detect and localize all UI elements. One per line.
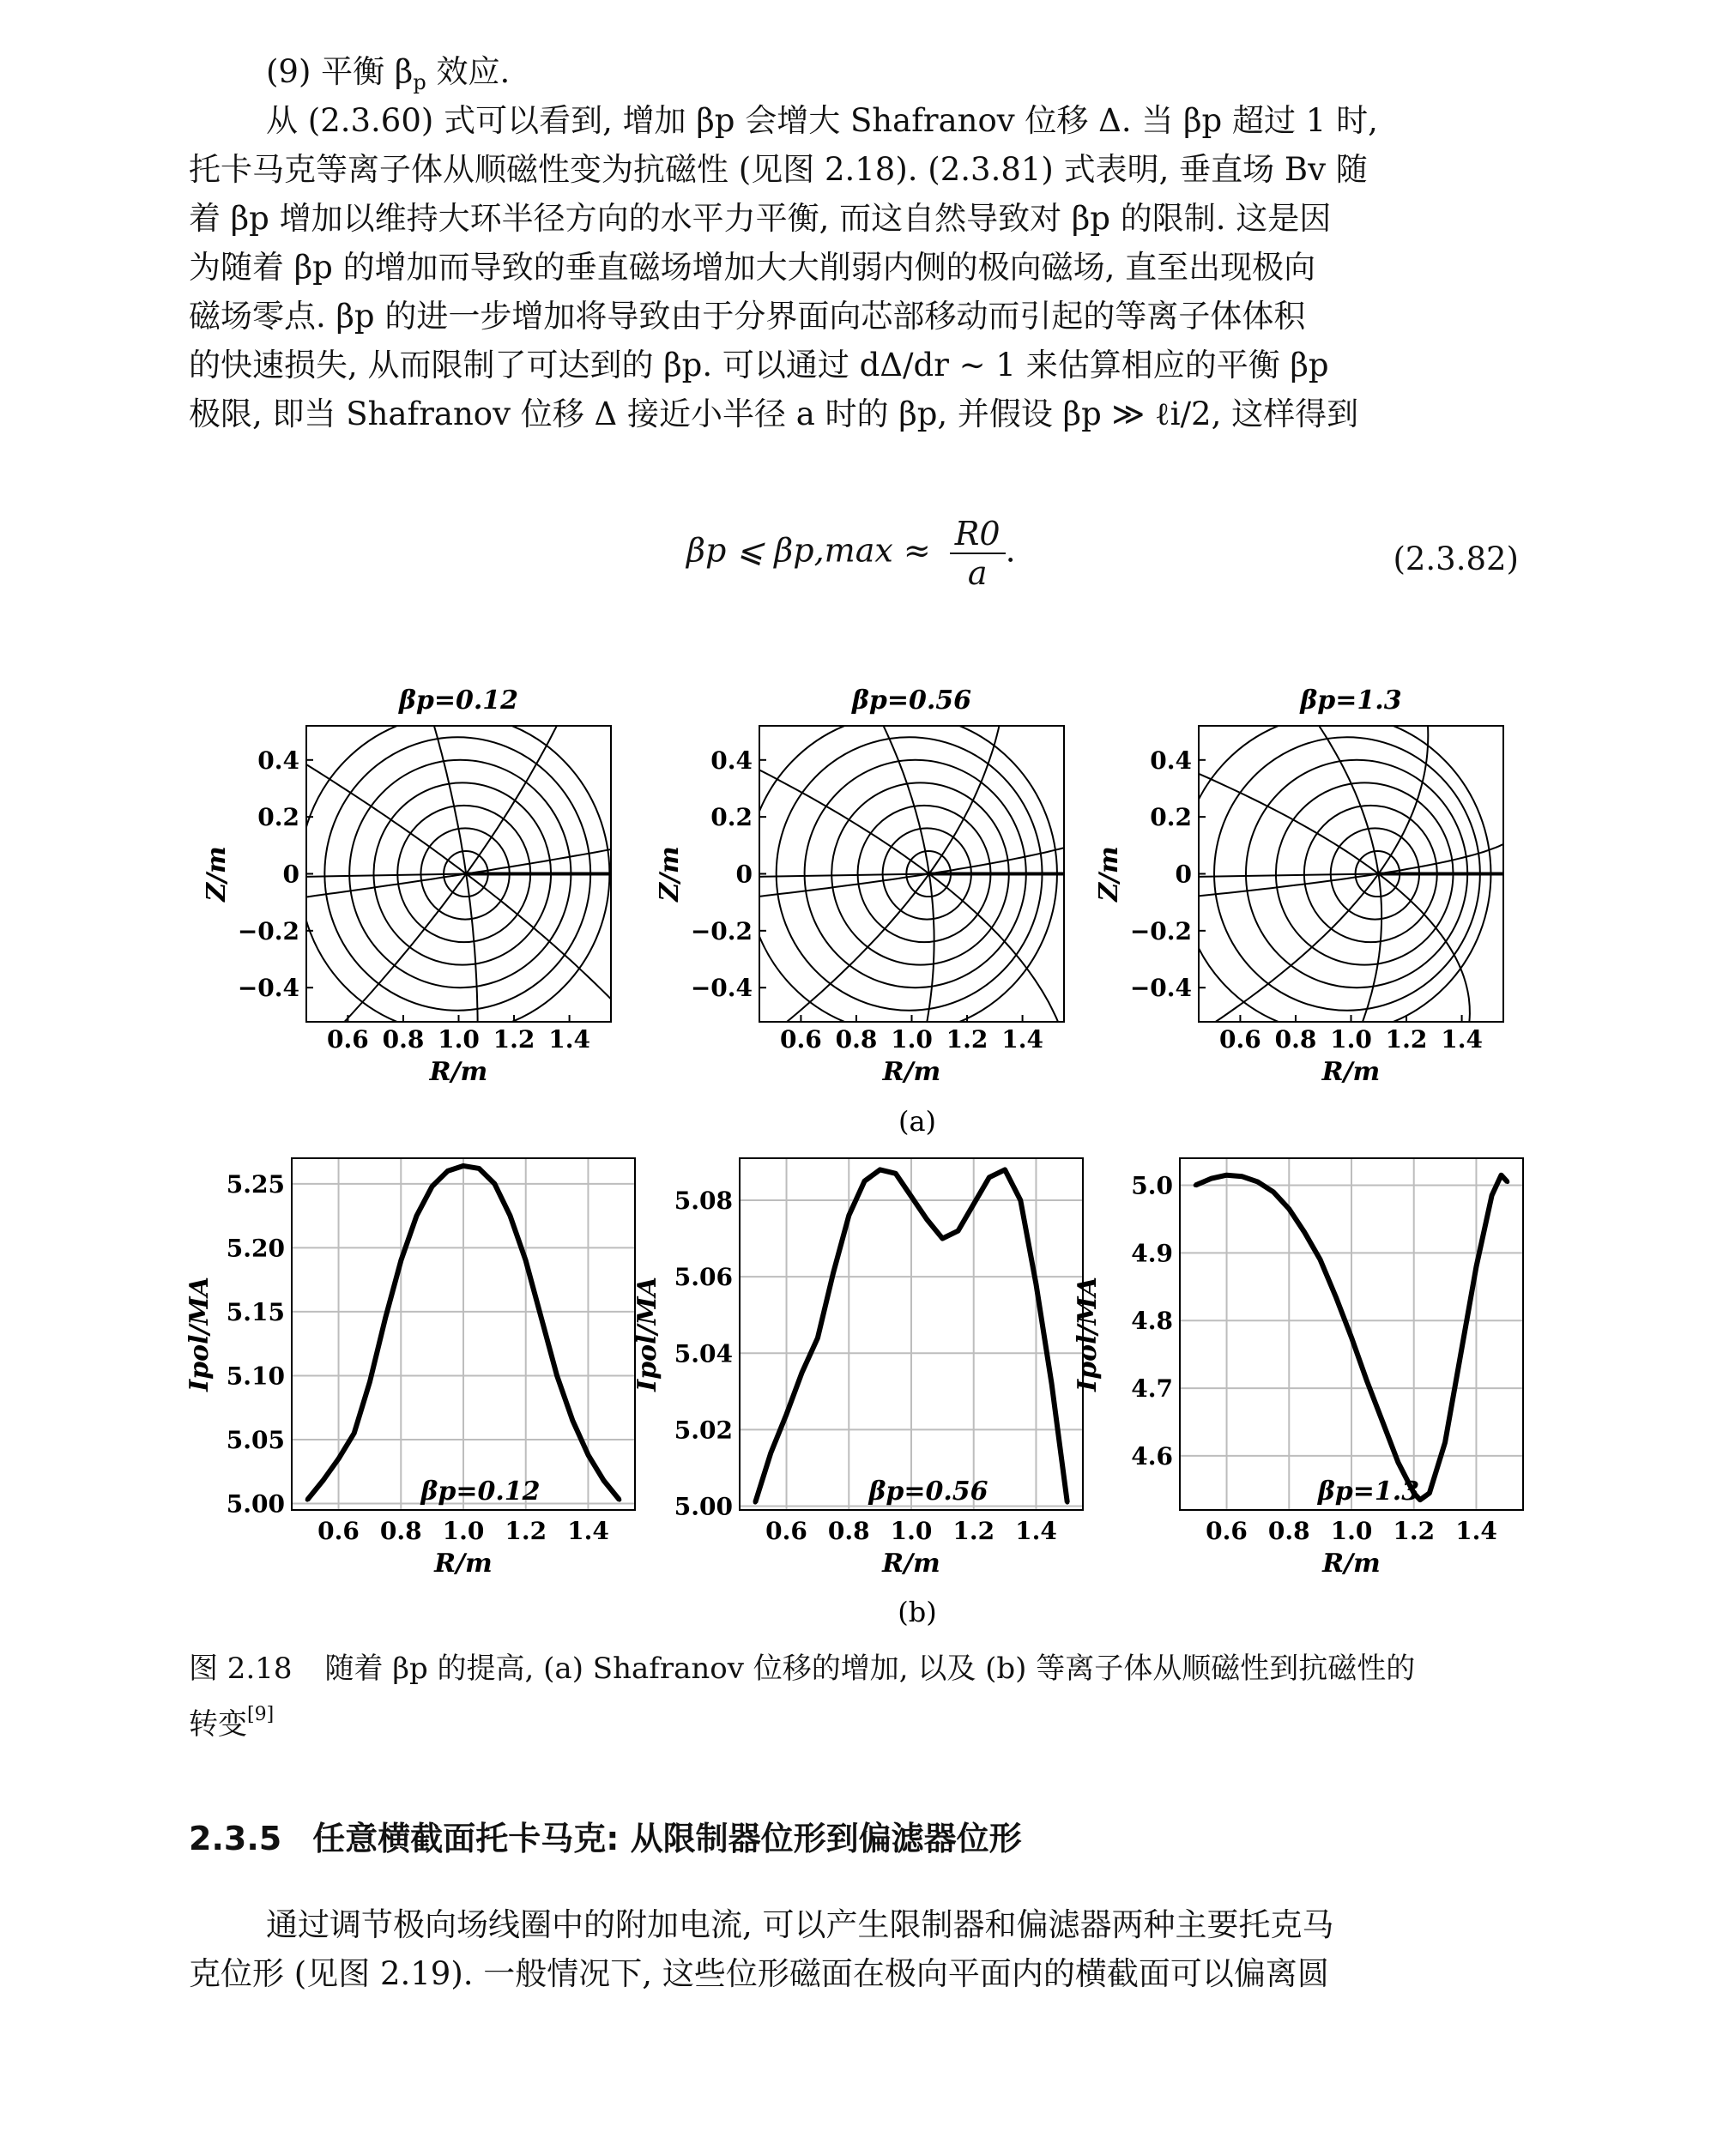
y-tick-label: 5.04	[674, 1339, 733, 1368]
midplane-inner-line	[759, 874, 929, 877]
data-point	[571, 1418, 575, 1422]
data-point	[586, 1452, 590, 1457]
data-point	[1034, 1283, 1038, 1287]
data-point	[1333, 1295, 1338, 1299]
x-axis-label: R/m	[1321, 1057, 1381, 1087]
figure-row-a	[191, 622, 1515, 1126]
data-point	[831, 1271, 836, 1275]
data-point	[1490, 1193, 1494, 1198]
caption-reference: [9]	[247, 1704, 275, 1725]
data-point	[1240, 1175, 1244, 1179]
x-tick-label: 1.2	[1393, 1517, 1436, 1545]
y-axis-label: Z/m	[1094, 846, 1124, 902]
radial-line	[1024, 874, 1378, 912]
data-point	[1474, 1265, 1478, 1269]
flux-panel	[1024, 622, 1514, 1126]
y-tick-label: 5.0	[1131, 1171, 1173, 1200]
caption-text-2: 转变	[189, 1707, 247, 1742]
y-tick-label: −0.2	[690, 916, 753, 945]
x-tick-label: 1.0	[438, 1025, 480, 1054]
y-tick-label: 4.7	[1131, 1374, 1173, 1404]
x-tick-label: 1.2	[505, 1517, 547, 1545]
panel-annotation: βp=1.3	[1317, 1477, 1420, 1507]
x-tick-label: 1.4	[1015, 1517, 1057, 1545]
x-tick-label: 1.2	[952, 1517, 995, 1545]
data-point	[1396, 1460, 1400, 1465]
data-point	[878, 1168, 882, 1172]
x-tick-label: 1.0	[1330, 1517, 1373, 1545]
body-line: 通过调节极向场线圈中的附加电流, 可以产生限制器和偏滤器两种主要托克马	[266, 1906, 1334, 1943]
x-tick-label: 0.6	[780, 1025, 822, 1054]
data-point	[1019, 1199, 1023, 1203]
data-point	[815, 1336, 819, 1340]
data-point	[1318, 1258, 1322, 1262]
data-point	[800, 1370, 804, 1374]
x-tick-label: 0.6	[1206, 1517, 1248, 1545]
heading-9-tail: 效应.	[426, 53, 511, 90]
data-point	[1003, 1168, 1007, 1172]
data-point	[1272, 1190, 1276, 1194]
data-point	[1427, 1491, 1431, 1495]
body-line: 磁场零点. βp 的进一步增加将导致由于分界面向芯部移动而引起的等离子体体积	[189, 298, 1306, 335]
current-panel	[184, 1158, 635, 1579]
body-paragraph-2	[189, 1900, 1519, 1998]
data-point	[462, 1163, 466, 1168]
data-point	[925, 1217, 929, 1222]
y-tick-label: −0.4	[1129, 974, 1192, 1003]
x-tick-label: 1.2	[493, 1025, 535, 1054]
y-tick-label: 0	[282, 860, 299, 889]
current-panel	[632, 1158, 1083, 1579]
x-tick-label: 1.0	[1330, 1025, 1372, 1054]
panel-annotation: βp=0.56	[868, 1477, 988, 1507]
current-panel	[1073, 1158, 1523, 1579]
data-point	[1194, 1183, 1198, 1187]
data-point	[493, 1181, 497, 1186]
data-point	[753, 1501, 758, 1505]
x-tick-label: 1.0	[890, 1517, 933, 1545]
equation-numerator: R0	[950, 515, 1006, 554]
x-tick-label: 1.0	[442, 1517, 485, 1545]
caption-number: 图 2.18	[189, 1652, 293, 1686]
data-point	[1365, 1380, 1369, 1384]
x-tick-label: 1.2	[1385, 1025, 1428, 1054]
section-number: 2.3.5	[189, 1820, 282, 1857]
y-tick-label: 4.9	[1131, 1239, 1173, 1268]
panel-title: βp=0.12	[398, 685, 519, 716]
x-axis-label: R/m	[434, 1549, 493, 1579]
x-tick-label: 0.8	[379, 1517, 422, 1545]
radial-line	[466, 836, 681, 873]
data-point	[1209, 1176, 1213, 1181]
y-axis-label: Z/m	[655, 846, 685, 902]
data-point	[617, 1498, 621, 1502]
y-tick-label: 5.10	[226, 1362, 285, 1391]
data-point	[940, 1236, 945, 1241]
x-tick-label: 1.0	[891, 1025, 933, 1054]
midplane-inner-line	[1199, 874, 1378, 877]
y-tick-label: 0.4	[710, 746, 753, 775]
y-tick-label: 4.6	[1131, 1441, 1173, 1471]
x-tick-label: 0.8	[827, 1517, 870, 1545]
figure-row-b	[184, 1158, 1523, 1579]
data-point	[399, 1259, 403, 1263]
body-line: 托卡马克等离子体从顺磁性变为抗磁性 (见图 2.18). (2.3.81) 式表明, 垂直场 Bv 随	[189, 151, 1368, 188]
equation-denominator: a	[967, 554, 988, 592]
x-tick-label: 0.8	[1274, 1025, 1317, 1054]
data-point	[847, 1213, 851, 1217]
y-tick-label: −0.2	[237, 916, 299, 945]
data-point	[971, 1202, 976, 1206]
y-tick-label: 5.06	[674, 1263, 733, 1292]
x-tick-label: 1.4	[1001, 1025, 1043, 1054]
y-tick-label: 0	[735, 860, 753, 889]
y-tick-label: 5.25	[226, 1169, 285, 1199]
figure-label-b: (b)	[898, 1596, 937, 1628]
flux-panel	[614, 622, 1105, 1126]
data-point	[336, 1457, 341, 1461]
y-tick-label: −0.4	[237, 974, 299, 1003]
data-point	[1065, 1501, 1069, 1505]
y-tick-label: 5.02	[674, 1416, 733, 1445]
data-point	[769, 1451, 773, 1455]
heading-9-text: (9) 平衡 β	[266, 53, 414, 90]
caption-text: 随着 βp 的提高, (a) Shafranov 位移的增加, 以及 (b) 等离子体从顺磁性到抗磁性的	[324, 1652, 1416, 1686]
data-point	[1459, 1352, 1463, 1356]
x-tick-label: 0.8	[382, 1025, 425, 1054]
data-point	[602, 1478, 606, 1483]
x-tick-label: 1.4	[1441, 1025, 1483, 1054]
radial-line	[1232, 622, 1379, 874]
data-point	[1287, 1207, 1291, 1211]
y-axis-label: Ipol/MA	[184, 1277, 215, 1392]
body-line: 着 βp 增加以维持大环半径方向的水平力平衡, 而这自然导致对 βp 的限制. 这是因	[189, 200, 1332, 237]
data-point	[367, 1380, 372, 1384]
data-point	[384, 1316, 388, 1320]
body-line: 的快速损失, 从而限制了可达到的 βp. 可以通过 dΔ/dr ∼ 1 来估算相应的平衡 βp	[189, 347, 1329, 383]
data-point	[956, 1229, 960, 1233]
data-point	[539, 1316, 543, 1320]
y-tick-label: 5.05	[226, 1426, 285, 1454]
data-point	[1350, 1335, 1354, 1339]
section-title: 任意横截面托卡马克: 从限制器位形到偏滤器位形	[312, 1820, 1022, 1857]
y-tick-label: 5.00	[674, 1492, 733, 1521]
y-tick-label: 5.20	[226, 1234, 285, 1263]
y-axis-label: Ipol/MA	[632, 1277, 662, 1392]
radial-line	[1306, 874, 1381, 1126]
data-point	[508, 1214, 512, 1218]
x-tick-label: 1.4	[567, 1517, 609, 1545]
x-tick-label: 0.8	[835, 1025, 878, 1054]
data-point	[555, 1374, 559, 1378]
figure-label-a: (a)	[898, 1105, 937, 1138]
section-heading	[189, 1812, 1022, 1859]
x-tick-label: 1.4	[1455, 1517, 1497, 1545]
data-point	[430, 1184, 434, 1188]
panel-annotation: βp=0.12	[420, 1477, 541, 1507]
y-tick-label: 5.08	[674, 1187, 733, 1216]
y-axis-label: Ipol/MA	[1073, 1277, 1103, 1392]
body-line: 从 (2.3.60) 式可以看到, 增加 βp 会增大 Shafranov 位移 Δ. 当 βp 超过 1 时,	[266, 102, 1378, 139]
data-point	[321, 1478, 325, 1483]
data-point	[305, 1498, 310, 1502]
data-point	[414, 1214, 419, 1218]
panel-title: βp=0.56	[851, 685, 972, 716]
body-line: 极限, 即当 Shafranov 位移 Δ 接近小半径 a 时的 βp, 并假设 βp ≫ ℓi/2, 这样得到	[189, 396, 1359, 432]
data-point	[784, 1412, 789, 1416]
data-point	[1381, 1420, 1385, 1424]
data-point	[477, 1166, 481, 1170]
x-axis-label: R/m	[429, 1057, 488, 1087]
y-tick-label: −0.2	[1129, 916, 1192, 945]
radial-line	[466, 874, 478, 1126]
data-point	[987, 1175, 991, 1180]
y-tick-label: 0.2	[1150, 803, 1192, 832]
y-tick-label: 0.2	[257, 803, 299, 832]
body-line: 克位形 (见图 2.19). 一般情况下, 这些位形磁面在极向平面内的横截面可以偏离圆	[189, 1955, 1329, 1992]
equation-lhs: βp ⩽ βp,max ≈	[686, 531, 931, 570]
y-tick-label: 5.15	[226, 1297, 285, 1326]
data-point	[1049, 1381, 1054, 1386]
data-point	[1303, 1230, 1307, 1235]
x-axis-label: R/m	[1322, 1549, 1381, 1579]
x-axis-label: R/m	[882, 1549, 940, 1579]
data-point	[893, 1171, 898, 1175]
figure-caption	[189, 1646, 1519, 1748]
data-point	[1499, 1173, 1503, 1177]
y-tick-label: 4.8	[1131, 1307, 1173, 1336]
x-tick-label: 1.2	[946, 1025, 988, 1054]
y-tick-label: −0.4	[690, 974, 753, 1003]
heading-9-sub: p	[413, 70, 426, 94]
data-point	[352, 1431, 356, 1435]
y-tick-label: 5.00	[226, 1489, 285, 1519]
y-tick-label: 0.4	[257, 746, 299, 775]
data-point	[910, 1194, 914, 1199]
x-axis-label: R/m	[882, 1057, 941, 1087]
equation-number: (2.3.82)	[1393, 541, 1519, 577]
x-tick-label: 0.8	[1267, 1517, 1310, 1545]
y-axis-label: Z/m	[202, 846, 232, 902]
x-tick-label: 0.6	[317, 1517, 360, 1545]
data-point	[1505, 1180, 1509, 1184]
equation-period: .	[1005, 531, 1016, 570]
data-point	[1443, 1440, 1448, 1445]
data-point	[862, 1179, 867, 1183]
midplane-inner-line	[306, 874, 466, 877]
body-line: 为随着 βp 的增加而导致的垂直磁场增加大大削弱内侧的极向磁场, 直至出现极向	[189, 249, 1316, 286]
data-point	[1255, 1180, 1260, 1184]
y-tick-label: 0	[1175, 860, 1192, 889]
radial-line	[929, 836, 1105, 873]
panel-title: βp=1.3	[1300, 685, 1402, 716]
x-tick-label: 1.4	[548, 1025, 590, 1054]
x-tick-label: 0.6	[765, 1517, 807, 1545]
data-point	[1224, 1173, 1229, 1177]
x-tick-label: 0.6	[1219, 1025, 1261, 1054]
x-tick-label: 0.6	[327, 1025, 369, 1054]
flux-panel	[191, 622, 682, 1126]
data-point	[445, 1169, 450, 1173]
data-point	[523, 1259, 528, 1263]
y-tick-label: 0.4	[1150, 746, 1192, 775]
y-tick-label: 0.2	[710, 803, 753, 832]
